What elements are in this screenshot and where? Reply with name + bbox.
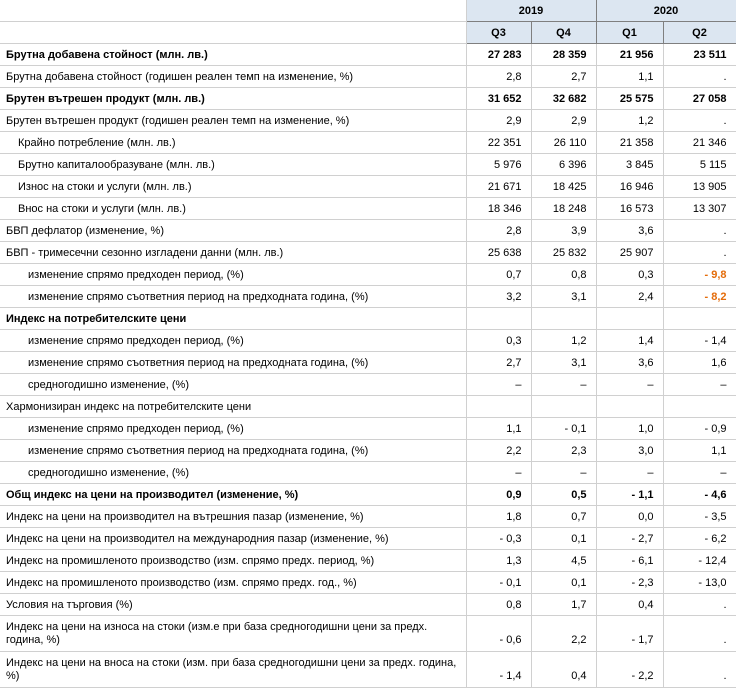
- value-cell: 6 396: [531, 154, 596, 176]
- table-row: [0, 616, 736, 652]
- value-cell: [466, 396, 531, 418]
- table-row: [0, 440, 736, 462]
- value-cell: 1,3: [466, 550, 531, 572]
- value-cell: 3,9: [531, 220, 596, 242]
- value-cell: 2,4: [596, 286, 663, 308]
- value-cell: 4,5: [531, 550, 596, 572]
- value-cell: 5 115: [663, 154, 736, 176]
- value-cell: - 8,2: [663, 286, 736, 308]
- value-cell: 1,1: [596, 66, 663, 88]
- value-cell: 3,2: [466, 286, 531, 308]
- value-cell: –: [466, 462, 531, 484]
- value-cell: 21 671: [466, 176, 531, 198]
- table-row: [0, 652, 736, 688]
- value-cell: .: [663, 220, 736, 242]
- value-cell: 1,2: [596, 110, 663, 132]
- value-cell: 0,4: [596, 594, 663, 616]
- value-cell: [663, 396, 736, 418]
- table-row: [0, 66, 736, 88]
- value-cell: 2,8: [466, 220, 531, 242]
- value-cell: 18 248: [531, 198, 596, 220]
- table-row: [0, 88, 736, 110]
- table-row: [0, 484, 736, 506]
- year-2019-header: 2019: [466, 0, 596, 22]
- row-label: изменение спрямо предходен период, (%): [0, 418, 466, 440]
- table-row: [0, 330, 736, 352]
- value-cell: - 2,3: [596, 572, 663, 594]
- value-cell: - 1,1: [596, 484, 663, 506]
- table-row: [0, 242, 736, 264]
- value-cell: 16 573: [596, 198, 663, 220]
- value-cell: 18 346: [466, 198, 531, 220]
- value-cell: 28 359: [531, 44, 596, 66]
- value-cell: 0,8: [466, 594, 531, 616]
- value-cell: 1,4: [596, 330, 663, 352]
- value-cell: 1,6: [663, 352, 736, 374]
- value-cell: - 0,6: [466, 616, 531, 652]
- header-blank-cell: [0, 0, 466, 22]
- table-row: [0, 462, 736, 484]
- value-cell: 0,5: [531, 484, 596, 506]
- year-header-row: [0, 0, 736, 22]
- table-row: [0, 352, 736, 374]
- value-cell: 27 283: [466, 44, 531, 66]
- value-cell: 13 905: [663, 176, 736, 198]
- row-label: Индекс на промишленото производство (изм. спрямо предх. год., %): [0, 572, 466, 594]
- value-cell: 0,1: [531, 572, 596, 594]
- value-cell: - 0,9: [663, 418, 736, 440]
- row-label: Условия на търговия (%): [0, 594, 466, 616]
- value-cell: 27 058: [663, 88, 736, 110]
- value-cell: 3,1: [531, 352, 596, 374]
- quarter-header-q1: Q1: [596, 22, 663, 44]
- table-row: [0, 154, 736, 176]
- value-cell: - 1,4: [466, 652, 531, 688]
- value-cell: 3,6: [596, 220, 663, 242]
- table-row: [0, 198, 736, 220]
- value-cell: [531, 396, 596, 418]
- value-cell: 25 575: [596, 88, 663, 110]
- row-label: Хармонизиран индекс на потребителските цени: [0, 396, 466, 418]
- value-cell: –: [531, 462, 596, 484]
- row-label: Общ индекс на цени на производител (изменение, %): [0, 484, 466, 506]
- value-cell: –: [531, 374, 596, 396]
- value-cell: –: [596, 462, 663, 484]
- value-cell: - 2,2: [596, 652, 663, 688]
- row-label: Износ на стоки и услуги (млн. лв.): [0, 176, 466, 198]
- value-cell: 21 956: [596, 44, 663, 66]
- value-cell: 1,1: [466, 418, 531, 440]
- value-cell: 2,8: [466, 66, 531, 88]
- value-cell: - 1,7: [596, 616, 663, 652]
- quarter-header-row: [0, 22, 736, 44]
- row-label: средногодишно изменение, (%): [0, 374, 466, 396]
- row-label: Индекс на промишленото производство (изм. спрямо предх. период, %): [0, 550, 466, 572]
- row-label: БВП дефлатор (изменение, %): [0, 220, 466, 242]
- value-cell: 22 351: [466, 132, 531, 154]
- row-label: Брутен вътрешен продукт (годишен реален темп на изменение, %): [0, 110, 466, 132]
- value-cell: 0,1: [531, 528, 596, 550]
- table-row: [0, 44, 736, 66]
- row-label: изменение спрямо предходен период, (%): [0, 264, 466, 286]
- year-2020-header: 2020: [596, 0, 736, 22]
- table-row: [0, 308, 736, 330]
- value-cell: 32 682: [531, 88, 596, 110]
- value-cell: - 3,5: [663, 506, 736, 528]
- value-cell: –: [663, 462, 736, 484]
- value-cell: 1,1: [663, 440, 736, 462]
- value-cell: 1,2: [531, 330, 596, 352]
- value-cell: 2,9: [531, 110, 596, 132]
- value-cell: 23 511: [663, 44, 736, 66]
- table-row: [0, 220, 736, 242]
- value-cell: 25 832: [531, 242, 596, 264]
- value-cell: 0,7: [531, 506, 596, 528]
- value-cell: .: [663, 66, 736, 88]
- row-label: БВП - тримесечни сезонно изгладени данни (млн. лв.): [0, 242, 466, 264]
- value-cell: - 4,6: [663, 484, 736, 506]
- value-cell: - 13,0: [663, 572, 736, 594]
- value-cell: - 0,1: [466, 572, 531, 594]
- row-label: Крайно потребление (млн. лв.): [0, 132, 466, 154]
- value-cell: –: [466, 374, 531, 396]
- value-cell: [596, 308, 663, 330]
- table-row: [0, 594, 736, 616]
- table-row: [0, 176, 736, 198]
- value-cell: 1,8: [466, 506, 531, 528]
- value-cell: - 0,3: [466, 528, 531, 550]
- row-label: Индекс на цени на производител на вътрешния пазар (изменение, %): [0, 506, 466, 528]
- value-cell: 25 638: [466, 242, 531, 264]
- row-label: изменение спрямо съответния период на предходната година, (%): [0, 286, 466, 308]
- row-label: изменение спрямо предходен период, (%): [0, 330, 466, 352]
- value-cell: [596, 396, 663, 418]
- row-label: Брутна добавена стойност (млн. лв.): [0, 44, 466, 66]
- value-cell: 31 652: [466, 88, 531, 110]
- value-cell: 2,3: [531, 440, 596, 462]
- value-cell: 0,7: [466, 264, 531, 286]
- value-cell: 2,7: [466, 352, 531, 374]
- value-cell: 3 845: [596, 154, 663, 176]
- value-cell: 26 110: [531, 132, 596, 154]
- row-label: Индекс на цени на производител на международния пазар (изменение, %): [0, 528, 466, 550]
- value-cell: 3,0: [596, 440, 663, 462]
- value-cell: - 1,4: [663, 330, 736, 352]
- value-cell: - 0,1: [531, 418, 596, 440]
- value-cell: 0,9: [466, 484, 531, 506]
- value-cell: 18 425: [531, 176, 596, 198]
- table-row: [0, 572, 736, 594]
- value-cell: [531, 308, 596, 330]
- row-label: средногодишно изменение, (%): [0, 462, 466, 484]
- value-cell: .: [663, 652, 736, 688]
- table-row: [0, 264, 736, 286]
- value-cell: .: [663, 616, 736, 652]
- row-label: Брутен вътрешен продукт (млн. лв.): [0, 88, 466, 110]
- table-row: [0, 132, 736, 154]
- row-label: Брутно капиталообразуване (млн. лв.): [0, 154, 466, 176]
- value-cell: 21 346: [663, 132, 736, 154]
- value-cell: 0,3: [466, 330, 531, 352]
- value-cell: 1,7: [531, 594, 596, 616]
- row-label: Внос на стоки и услуги (млн. лв.): [0, 198, 466, 220]
- quarter-header-q4: Q4: [531, 22, 596, 44]
- table-row: [0, 506, 736, 528]
- table-row: [0, 550, 736, 572]
- value-cell: 0,3: [596, 264, 663, 286]
- row-label: Брутна добавена стойност (годишен реален темп на изменение, %): [0, 66, 466, 88]
- value-cell: 0,0: [596, 506, 663, 528]
- value-cell: 3,6: [596, 352, 663, 374]
- row-label: изменение спрямо съответния период на предходната година, (%): [0, 440, 466, 462]
- value-cell: 3,1: [531, 286, 596, 308]
- row-label: Индекс на потребителските цени: [0, 308, 466, 330]
- table-row: [0, 396, 736, 418]
- value-cell: 25 907: [596, 242, 663, 264]
- value-cell: .: [663, 242, 736, 264]
- value-cell: 21 358: [596, 132, 663, 154]
- value-cell: - 12,4: [663, 550, 736, 572]
- value-cell: 2,2: [531, 616, 596, 652]
- quarter-header-q3: Q3: [466, 22, 531, 44]
- table-row: [0, 286, 736, 308]
- table-row: [0, 110, 736, 132]
- table-row: [0, 528, 736, 550]
- value-cell: 2,9: [466, 110, 531, 132]
- value-cell: - 2,7: [596, 528, 663, 550]
- header-blank-cell: [0, 22, 466, 44]
- value-cell: - 6,2: [663, 528, 736, 550]
- row-label: Индекс на цени на износа на стоки (изм.е при база средногодишни цени за предх. година, %): [0, 616, 466, 652]
- value-cell: [663, 308, 736, 330]
- value-cell: - 6,1: [596, 550, 663, 572]
- value-cell: 0,4: [531, 652, 596, 688]
- row-label: изменение спрямо съответния период на предходната година, (%): [0, 352, 466, 374]
- value-cell: –: [663, 374, 736, 396]
- value-cell: - 9,8: [663, 264, 736, 286]
- value-cell: 1,0: [596, 418, 663, 440]
- value-cell: 5 976: [466, 154, 531, 176]
- value-cell: .: [663, 594, 736, 616]
- table-row: [0, 374, 736, 396]
- value-cell: .: [663, 110, 736, 132]
- value-cell: 16 946: [596, 176, 663, 198]
- value-cell: –: [596, 374, 663, 396]
- value-cell: 0,8: [531, 264, 596, 286]
- quarter-header-q2: Q2: [663, 22, 736, 44]
- value-cell: 13 307: [663, 198, 736, 220]
- table-row: [0, 418, 736, 440]
- value-cell: 2,7: [531, 66, 596, 88]
- value-cell: 2,2: [466, 440, 531, 462]
- row-label: Индекс на цени на вноса на стоки (изм. при база средногодишни цени за предх. година, %): [0, 652, 466, 688]
- value-cell: [466, 308, 531, 330]
